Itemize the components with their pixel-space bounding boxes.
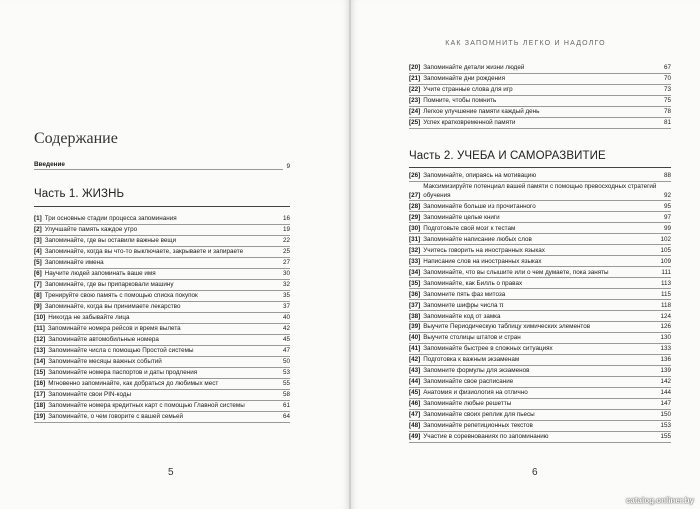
entry-number: [7]	[34, 281, 42, 289]
entry-page: 9	[286, 163, 290, 170]
entry-text: Запомните формулы для экзаменов	[423, 367, 530, 375]
entry-text: Запоминайте любые решетты	[423, 400, 512, 408]
toc-entry	[34, 401, 290, 412]
entry-text: Научите людей запоминать ваше имя	[44, 270, 156, 278]
entry-text: Запомните шифры числа π	[423, 301, 504, 309]
entry-number: [40]	[409, 334, 421, 342]
entry-page: 22	[282, 237, 290, 245]
entry-page: 16	[282, 215, 290, 223]
entry-page: 109	[660, 257, 671, 265]
toc-entry	[34, 302, 290, 313]
entry-page: 92	[663, 191, 671, 199]
entry-page: 147	[660, 400, 671, 408]
entry-number: [16]	[34, 379, 46, 387]
entry-number: [10]	[34, 314, 46, 322]
part-1-title: Часть 1. ЖИЗНЬ	[34, 188, 125, 200]
right-page	[351, 0, 700, 509]
entry-text: Запоминайте код от замка	[423, 312, 501, 320]
entry-text: Запоминайте детали жизни людей	[423, 64, 525, 72]
entry-number: [30]	[409, 224, 421, 232]
toc-entry	[409, 311, 671, 322]
entry-number: [29]	[409, 213, 421, 221]
toc-entry	[34, 291, 290, 302]
toc-entry	[409, 421, 671, 432]
toc-entry	[409, 96, 671, 107]
entry-page: 139	[660, 367, 671, 375]
entry-text: Запоминайте написание любых слов	[423, 235, 532, 243]
entry-text: Запоминайте месяцы важных событий	[48, 357, 162, 365]
watermark: catalog.onliner.by	[625, 496, 694, 505]
entry-number: [38]	[409, 312, 421, 320]
entry-number: [37]	[409, 301, 421, 309]
entry-number: [8]	[34, 292, 42, 300]
toc-entry	[409, 256, 671, 267]
toc-entry	[409, 333, 671, 344]
entry-number: [34]	[409, 268, 421, 276]
entry-text: Запоминайте, где вы оставили важные вещи	[44, 237, 177, 245]
toc-entry	[34, 247, 290, 258]
entry-number: [1]	[34, 215, 42, 223]
entry-number: [41]	[409, 345, 421, 353]
entry-text: Тренируйте свою память с помощью списка покупок	[44, 292, 198, 300]
entry-text: Три основные стадии процесса запоминания	[44, 215, 177, 223]
entry-number: [49]	[409, 433, 421, 441]
entry-number: [36]	[409, 290, 421, 298]
entry-page: 73	[663, 86, 671, 94]
entry-text: Запомните пять фаз митоза	[423, 290, 506, 298]
part-2-rule	[409, 167, 671, 168]
entry-text: Запоминайте целые книги	[423, 213, 500, 221]
toc-entry	[409, 399, 671, 410]
entry-text: Запоминайте больше из прочитанного	[423, 202, 536, 210]
entry-page: 53	[282, 368, 290, 376]
entry-page: 136	[660, 356, 671, 364]
entry-page: 25	[282, 248, 290, 256]
toc-entry	[34, 313, 290, 324]
left-page	[0, 0, 349, 509]
entry-text: Введение	[34, 161, 283, 170]
entry-text: Помните, чтобы помнить	[423, 97, 497, 105]
entry-text: Выучите Периодическую таблицу химических элементов	[423, 323, 591, 331]
entry-page: 144	[660, 389, 671, 397]
part-2-title: Часть 2. УЧЕБА И САМОРАЗВИТИЕ	[409, 150, 606, 162]
entry-number: [18]	[34, 401, 46, 409]
entry-number: [26]	[409, 172, 421, 180]
entry-number: [46]	[409, 400, 421, 408]
entry-text: Запоминайте дни рождения	[423, 75, 505, 83]
toc-entry	[34, 379, 290, 390]
entry-number: [27]	[409, 191, 421, 199]
entry-page: 50	[282, 357, 290, 365]
entry-text: Мгновенно запоминайте, как добраться до любимых мест	[48, 379, 219, 387]
entry-page: 111	[661, 268, 671, 276]
toc-entry	[409, 366, 671, 377]
toc-entry	[409, 223, 671, 234]
entry-page: 30	[282, 270, 290, 278]
entry-page: 67	[663, 64, 671, 72]
running-header: КАК ЗАПОМНИТЬ ЛЕГКО И НАДОЛГО	[445, 40, 606, 47]
entry-number: [22]	[409, 86, 421, 94]
entry-page: 78	[663, 108, 671, 116]
entry-number: [44]	[409, 378, 421, 386]
entry-number: [45]	[409, 389, 421, 397]
entry-number: [25]	[409, 119, 421, 127]
entry-page: 42	[282, 325, 290, 333]
toc-entry	[409, 289, 671, 300]
entry-text: Запоминайте, где вы припарковали машину	[44, 281, 174, 289]
toc-entry	[34, 269, 290, 280]
entry-text: Максимизируйте потенциал вашей памяти с помощью превосходных стратегий обучения	[423, 183, 657, 199]
entry-number: [28]	[409, 202, 421, 210]
entry-page: 115	[660, 290, 671, 298]
entry-text: Написание слов на иностранных языках	[423, 257, 542, 265]
entry-page: 102	[660, 235, 671, 243]
toc-entry	[409, 432, 671, 443]
entry-page: 58	[282, 390, 290, 398]
entry-number: [2]	[34, 226, 42, 234]
entry-text: Запоминайте числа с помощью Простой системы	[48, 347, 194, 354]
toc-entry	[34, 357, 290, 368]
entry-text: Учите странные слова для игр	[423, 86, 513, 94]
part-2-entries	[409, 171, 671, 443]
entry-number: [5]	[34, 259, 42, 267]
entry-number: [19]	[34, 412, 46, 420]
entry-page: 105	[660, 246, 671, 254]
entry-number: [35]	[409, 279, 421, 287]
entry-number: [48]	[409, 422, 421, 430]
toc-entry	[34, 335, 290, 346]
entry-page: 95	[663, 202, 671, 210]
toc-entry	[409, 212, 671, 223]
entry-page: 61	[282, 401, 290, 409]
toc-entry-introduction	[34, 161, 290, 170]
toc-entry	[409, 182, 671, 201]
entry-text: Подготовьте свой мозг к тестам	[423, 224, 516, 232]
entry-page: 97	[663, 213, 671, 221]
entry-page: 153	[660, 422, 671, 430]
entry-page: 155	[660, 433, 671, 441]
toc-entry	[409, 74, 671, 85]
entry-text: Улучшайте память каждое утро	[44, 226, 138, 234]
entry-text: Запоминайте имена	[44, 259, 104, 267]
entry-text: Запоминайте, опираясь на мотивацию	[423, 172, 537, 180]
entry-page: 64	[282, 412, 290, 420]
entry-text: Легкое улучшение памяти каждый день	[423, 108, 540, 116]
toc-entry	[34, 280, 290, 291]
entry-text: Запоминайте репетиционных текстов	[423, 422, 533, 430]
toc-entry	[34, 412, 290, 423]
entry-number: [42]	[409, 356, 421, 364]
entry-text: Запоминайте свое расписание	[423, 378, 514, 386]
toc-entry	[409, 344, 671, 355]
entry-page: 113	[660, 279, 671, 287]
entry-page: 133	[660, 345, 671, 353]
toc-entry	[34, 214, 290, 225]
toc-entry	[409, 278, 671, 289]
toc-title: Содержание	[34, 130, 118, 147]
toc-entry	[409, 245, 671, 256]
entry-number: [39]	[409, 323, 421, 331]
toc-entry	[409, 118, 671, 129]
entry-text: Запоминайте быстрее в сложных ситуациях	[423, 345, 553, 353]
entry-number: [15]	[34, 368, 46, 376]
entry-text: Запоминайте свои PIN-коды	[48, 390, 132, 398]
toc-entry	[34, 368, 290, 379]
entry-number: [13]	[34, 347, 46, 354]
entry-text: Запоминайте, что вы слышите или о чем думаете, пока заняты	[423, 268, 609, 276]
entry-page: 126	[660, 323, 671, 331]
toc-entry	[409, 63, 671, 74]
entry-text: Запоминайте номера рейсов и время вылета	[47, 325, 181, 333]
entry-number: [24]	[409, 108, 421, 116]
entry-text: Успех кратковременной памяти	[423, 119, 516, 127]
toc-entry	[409, 201, 671, 212]
toc-entry	[409, 388, 671, 399]
entry-page: 27	[282, 259, 290, 267]
entry-page: 150	[660, 411, 671, 419]
toc-entry	[34, 225, 290, 236]
toc-entry	[34, 346, 290, 357]
entry-page: 37	[282, 303, 290, 311]
entry-number: [9]	[34, 303, 42, 311]
entry-text: Запоминайте, как Билль о правах	[423, 279, 523, 287]
toc-entry	[409, 107, 671, 118]
toc-entry	[409, 234, 671, 245]
toc-entry	[409, 322, 671, 333]
entry-number: [23]	[409, 97, 421, 105]
entry-number: [3]	[34, 237, 42, 245]
toc-entry	[409, 355, 671, 366]
entry-text: Анатомия и физиология на отлично	[423, 389, 528, 397]
toc-entry	[409, 377, 671, 388]
entry-number: [32]	[409, 246, 421, 254]
toc-entry	[409, 171, 671, 182]
entry-number: [14]	[34, 357, 46, 365]
entry-page: 130	[660, 334, 671, 342]
entry-number: [43]	[409, 367, 421, 375]
page-number: 6	[532, 467, 538, 478]
entry-page: 142	[660, 378, 671, 386]
entry-page: 55	[282, 379, 290, 387]
entry-number: [11]	[34, 325, 45, 333]
entry-page: 40	[282, 314, 290, 322]
entry-page: 81	[663, 119, 671, 127]
entry-text: Запоминайте номера кредитных карт с помощью Главной системы	[48, 401, 245, 409]
entry-text: Запоминайте автомобильные номера	[48, 336, 159, 344]
entry-page: 118	[660, 301, 671, 309]
toc-entry	[34, 236, 290, 247]
entry-page: 99	[663, 224, 671, 232]
toc-entry	[409, 300, 671, 311]
entry-number: [31]	[409, 235, 421, 243]
entry-text: Подготовка к важным экзаменам	[423, 356, 520, 364]
entry-page: 35	[282, 292, 290, 300]
toc-entry	[409, 85, 671, 96]
entry-number: [47]	[409, 411, 421, 419]
entry-page: 70	[663, 75, 671, 83]
entry-page: 88	[663, 172, 671, 180]
entry-page: 47	[282, 347, 290, 354]
entry-text: Никогда не забывайте лица	[48, 314, 130, 322]
entry-page: 75	[663, 97, 671, 105]
entry-page: 45	[282, 336, 290, 344]
entry-number: [21]	[409, 75, 421, 83]
part-1-rule	[34, 206, 290, 207]
entry-number: [17]	[34, 390, 46, 398]
entry-text: Запоминайте номера паспортов и даты продления	[48, 368, 198, 376]
toc-entry	[409, 410, 671, 421]
entry-text: Запоминайте, о чем говорите с вашей семьей	[48, 412, 183, 420]
toc-entry	[34, 390, 290, 401]
entry-text: Запоминайте своих реплик для пьесы	[423, 411, 535, 419]
part-1-entries	[34, 214, 290, 423]
entry-number: [6]	[34, 270, 42, 278]
toc-entry	[34, 324, 290, 335]
entry-text: Учитесь говорить на иностранных языках	[423, 246, 545, 254]
entry-page: 124	[660, 312, 671, 320]
toc-entry	[409, 267, 671, 278]
entry-page: 19	[282, 226, 290, 234]
entry-text: Запоминайте, когда вы что-то выключаете, закрываете и запираете	[44, 248, 244, 256]
part-1-entries-continued	[409, 63, 671, 129]
entry-text: Выучите столицы штатов и стран	[423, 334, 521, 342]
entry-number: [33]	[409, 257, 421, 265]
entry-number: [12]	[34, 336, 46, 344]
entry-text: Участие в соревнованиях по запоминанию	[423, 433, 549, 441]
entry-number: [20]	[409, 64, 421, 72]
toc-entry	[34, 258, 290, 269]
entry-number: [4]	[34, 248, 42, 256]
entry-page: 32	[282, 281, 290, 289]
page-number: 5	[168, 467, 174, 478]
entry-text: Запоминайте, когда вы принимаете лекарство	[44, 303, 181, 311]
